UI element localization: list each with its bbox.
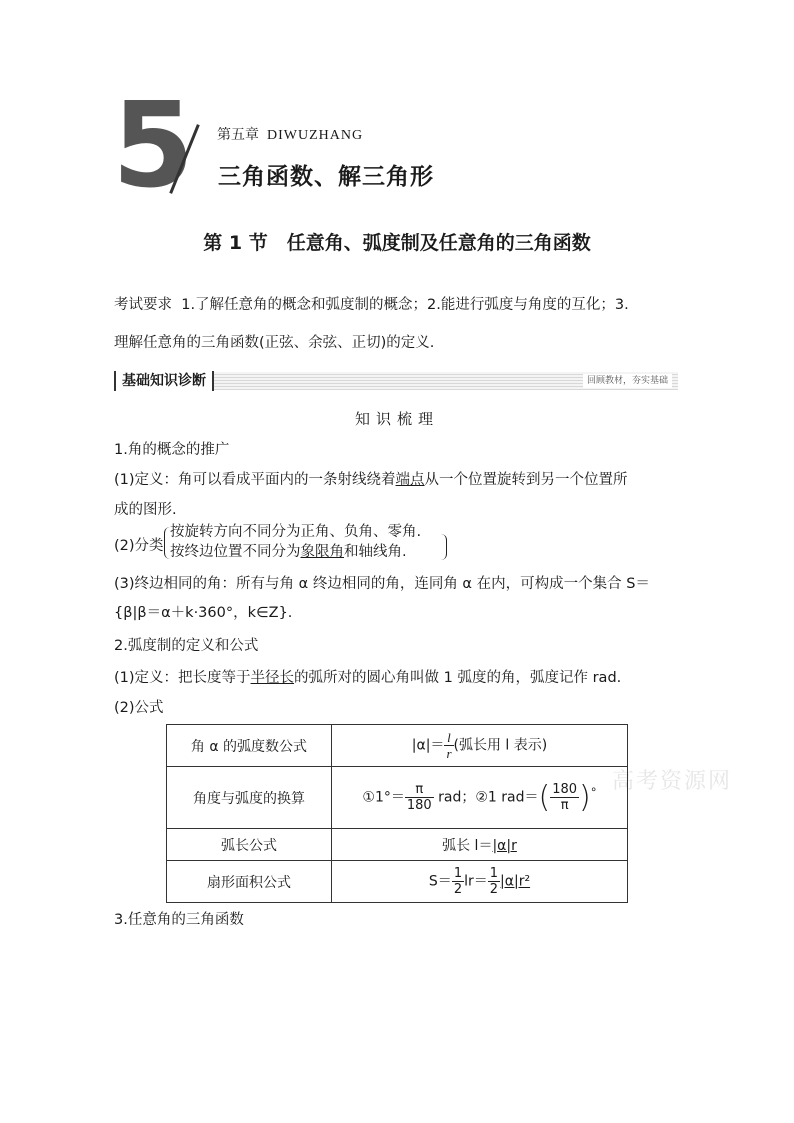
requirement-label: 考试要求 [114,297,172,313]
s1-def-text-post: 从一个位置旋转到另一个位置所 [424,472,628,488]
formula-part: ①1°＝ [362,789,405,806]
fraction-numerator: π [405,782,434,798]
table-cell-label: 弧长公式 [167,829,332,861]
requirement-text-1: 1.了解任意角的概念和弧度制的概念；2.能进行弧度与角度的互化；3. [181,297,629,313]
s1-def-text: (1)定义：角可以看成平面内的一条射线绕着 [114,472,396,488]
table-cell-formula [332,725,628,767]
chapter-label-cn: 第五章 [217,127,259,143]
fraction-numerator: 1 [453,866,463,881]
s1-class-b [170,542,740,562]
chapter-label-pinyin: DIWUZHANG [267,128,364,143]
left-paren: ( [538,780,551,815]
degree-sign: ° [590,784,597,799]
table-row [167,829,628,861]
fraction [452,866,464,897]
formula-part: lr＝ [464,873,488,890]
table-cell-formula [332,767,628,829]
table-row [167,861,628,903]
fraction-denominator: r [446,746,452,761]
fraction-denominator: π [560,798,569,813]
fraction-numerator: 1 [489,866,499,881]
fraction-denominator: 2 [489,882,499,897]
table-cell-formula [332,861,628,903]
s1-class-b-underline: 象限角 [300,544,344,560]
formula-table [166,724,628,903]
classification-brace-right [440,534,447,560]
fraction-denominator: 180 [406,798,432,813]
table-cell-formula [332,829,628,861]
formula-part: S＝ [428,873,452,890]
table-cell-label: 角度与弧度的换算 [167,767,332,829]
s1-heading: 1.角的概念的推广 [114,442,230,458]
s1-class-b-post: 和轴线角. [344,544,407,560]
watermark: 高考资源网 [612,769,733,794]
s1-class-a: 按旋转方向不同分为正角、负角、零角. [170,524,422,540]
s3-heading: 3.任意角的三角函数 [114,912,244,928]
formula-part: (弧长用 l 表示) [453,737,548,754]
s2-definition [114,664,684,692]
fraction [488,866,500,897]
section-title: 第 1 节 任意角、弧度制及任意角的三角函数 [203,232,591,254]
s1-definition [114,466,684,494]
s1-class-b-text: 按终边位置不同分为 [170,544,301,560]
s1-coterminal-line2: {β|β＝α＋k·360°，k∈Z}. [114,605,293,621]
formula-underline: |α|r² [500,873,531,890]
fraction [405,782,434,813]
fraction-numerator: l [444,730,453,746]
fraction [550,782,579,813]
fraction [444,730,453,761]
right-paren: ) [579,780,591,815]
s1-coterminal-line1: (3)终边相同的角：所有与角 α 终边相同的角，连同角 α 在内，可构成一个集合 S＝ [114,576,650,592]
s1-def-underline: 端点 [395,472,425,488]
chapter-number: 5 [112,76,191,214]
formula-underline: |α|r [492,837,517,854]
s2-def-text: (1)定义：把长度等于 [114,670,251,686]
table-cell-label: 扇形面积公式 [167,861,332,903]
s2-def-underline: 半径长 [250,670,295,686]
chapter-label [217,124,363,144]
fraction-denominator: 2 [453,882,463,897]
s2-def-text-post: 的弧所对的圆心角叫做 1 弧度的角，弧度记作 rad. [294,670,622,686]
banner-left-label: 基础知识诊断 [114,371,214,391]
fraction-numerator: 180 [552,782,578,797]
s1-def-line2: 成的图形. [114,502,177,518]
formula-part: 弧长 l＝ [442,837,493,854]
formula-part: rad；②1 rad＝ [433,789,539,806]
table-row [167,725,628,767]
table-row [167,767,628,829]
formula-part: |α|＝ [411,737,445,754]
exam-requirement [114,286,684,362]
chapter-title: 三角函数、解三角形 [218,164,434,190]
section-banner [114,372,678,390]
banner-right-label: 回顾教材，夯实基础 [583,374,672,388]
table-cell-label: 角 α 的弧度数公式 [167,725,332,767]
sub-heading: 知识梳理 [354,410,439,428]
requirement-line-1 [114,286,684,324]
s1-class-label: (2)分类 [114,538,164,554]
s2-heading: 2.弧度制的定义和公式 [114,638,259,654]
s2-formula-label: (2)公式 [114,700,164,716]
requirement-line-2: 理解任意角的三角函数(正弦、余弦、正切)的定义. [114,335,435,351]
